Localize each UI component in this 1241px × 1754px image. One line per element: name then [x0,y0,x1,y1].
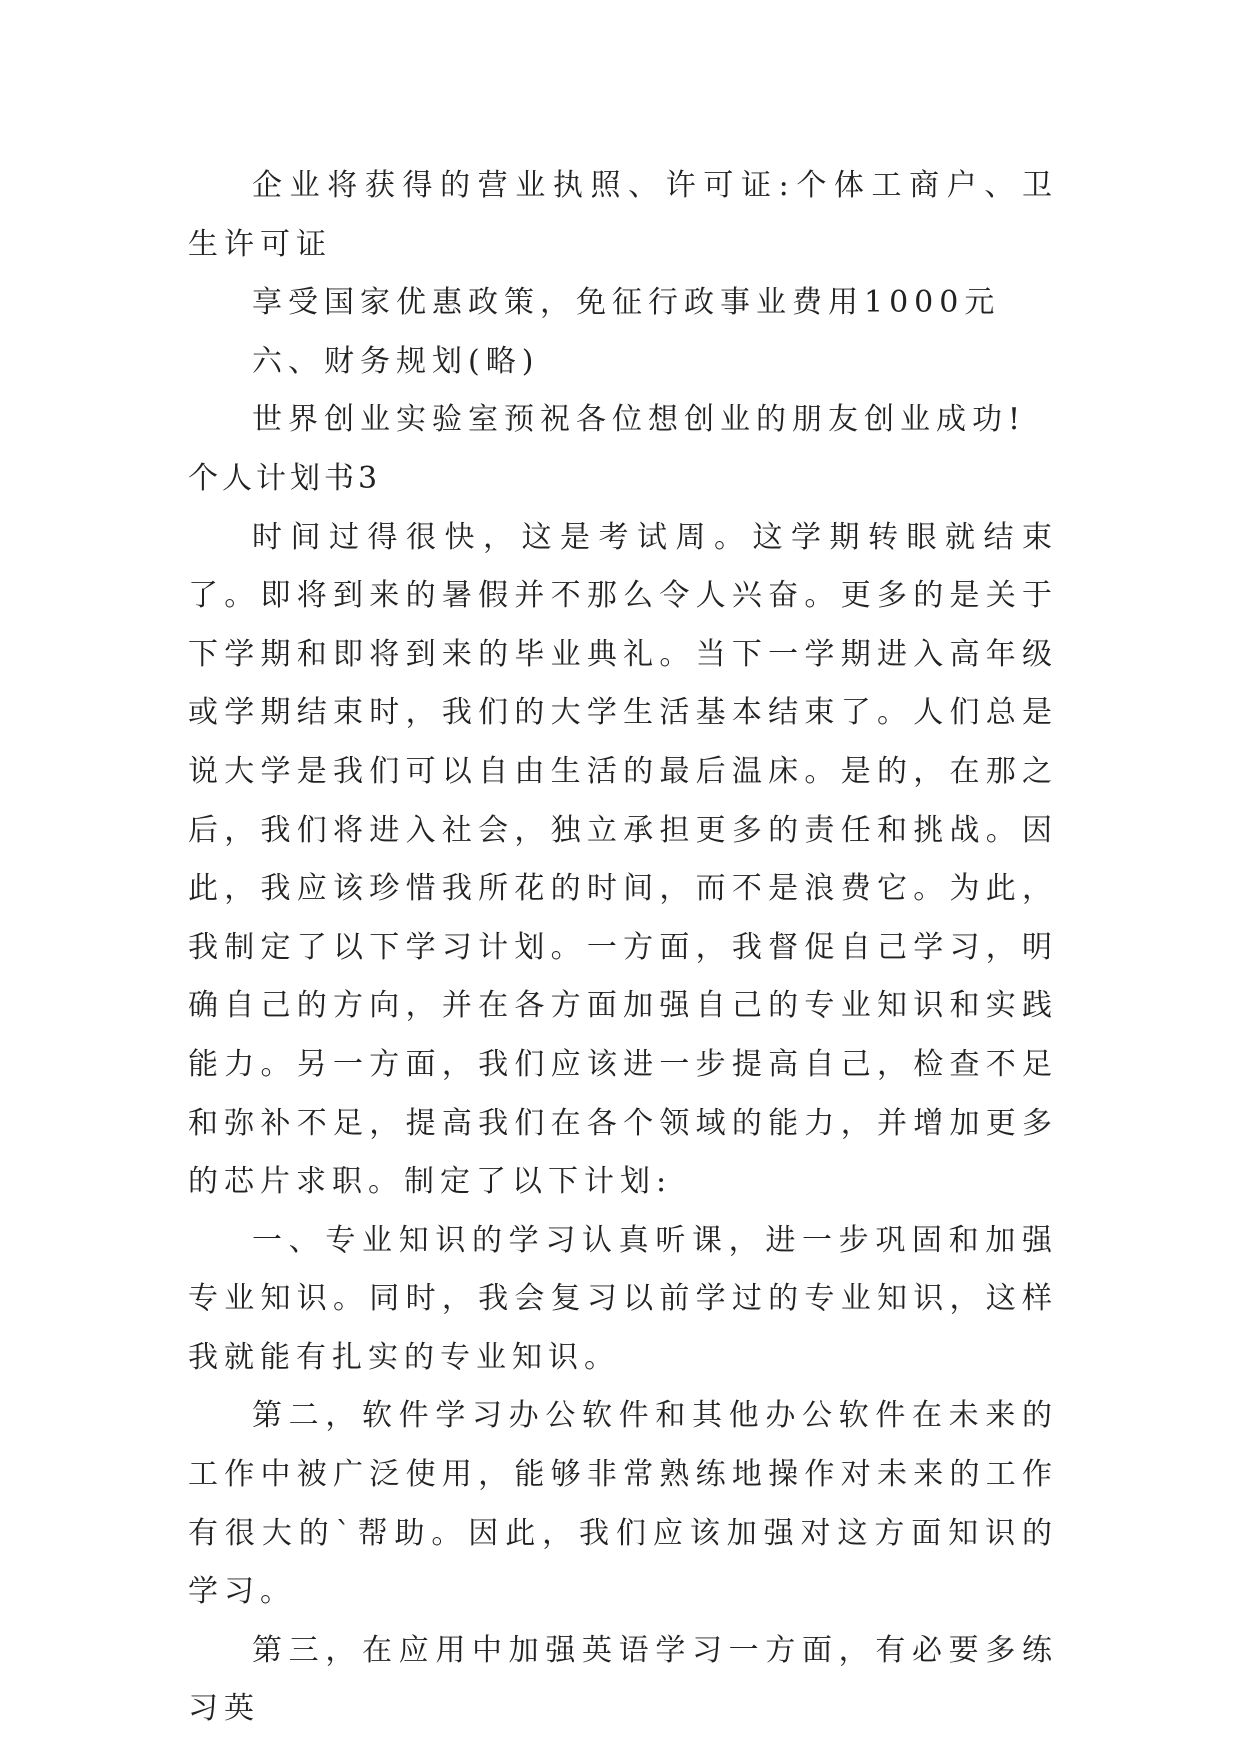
paragraph-closing-wish: 世界创业实验室预祝各位想创业的朋友创业成功! [252,402,1027,438]
paragraph-introduction: 时间过得很快，这是考试周。这学期转眼就结束了。即将到来的暑假并不那么令人兴奋。更多的是关于下学期和即将到来的毕业典礼。当下一学期进入高年级或学期结束时，我们的大学生活基本结束了。人们总是说大学是我们可以自由生活的最后温床。是的，在那之后，我们将进入社会，独立承担更多的责任和挑战。因此，我应该珍惜我所花的时间，而不是浪费它。为此，我制定了以下学习计划。一方面，我督促自己学习，明确自己的方向，并在各方面加强自己的专业知识和实践能力。另一方面，我们应该进一步提高自己，检查不足和弥补不足，提高我们在各个领域的能力，并增加更多的芯片求职。制定了以下计划: [188,519,1058,1200]
paragraph-professional-knowledge: 一、专业知识的学习认真听课，进一步巩固和加强专业知识。同时，我会复习以前学过的专业知识，这样我就能有扎实的专业知识。 [188,1222,1058,1375]
document-body [188,157,1058,1739]
paragraph-financial-plan: 六、财务规划(略) [252,343,540,379]
paragraph-preferential-policy: 享受国家优惠政策，免征行政事业费用1000元 [252,285,1001,321]
paragraph-business-license: 企业将获得的营业执照、许可证:个体工商户、卫生许可证 [188,168,1058,262]
paragraph-software-learning: 第二，软件学习办公软件和其他办公软件在未来的工作中被广泛使用，能够非常熟练地操作对未来的工作有很大的`帮助。因此，我们应该加强对这方面知识的学习。 [188,1398,1058,1610]
paragraph-english-learning: 第三，在应用中加强英语学习一方面，有必要多练习英 [188,1632,1058,1727]
section-heading: 个人计划书3 [188,460,382,496]
